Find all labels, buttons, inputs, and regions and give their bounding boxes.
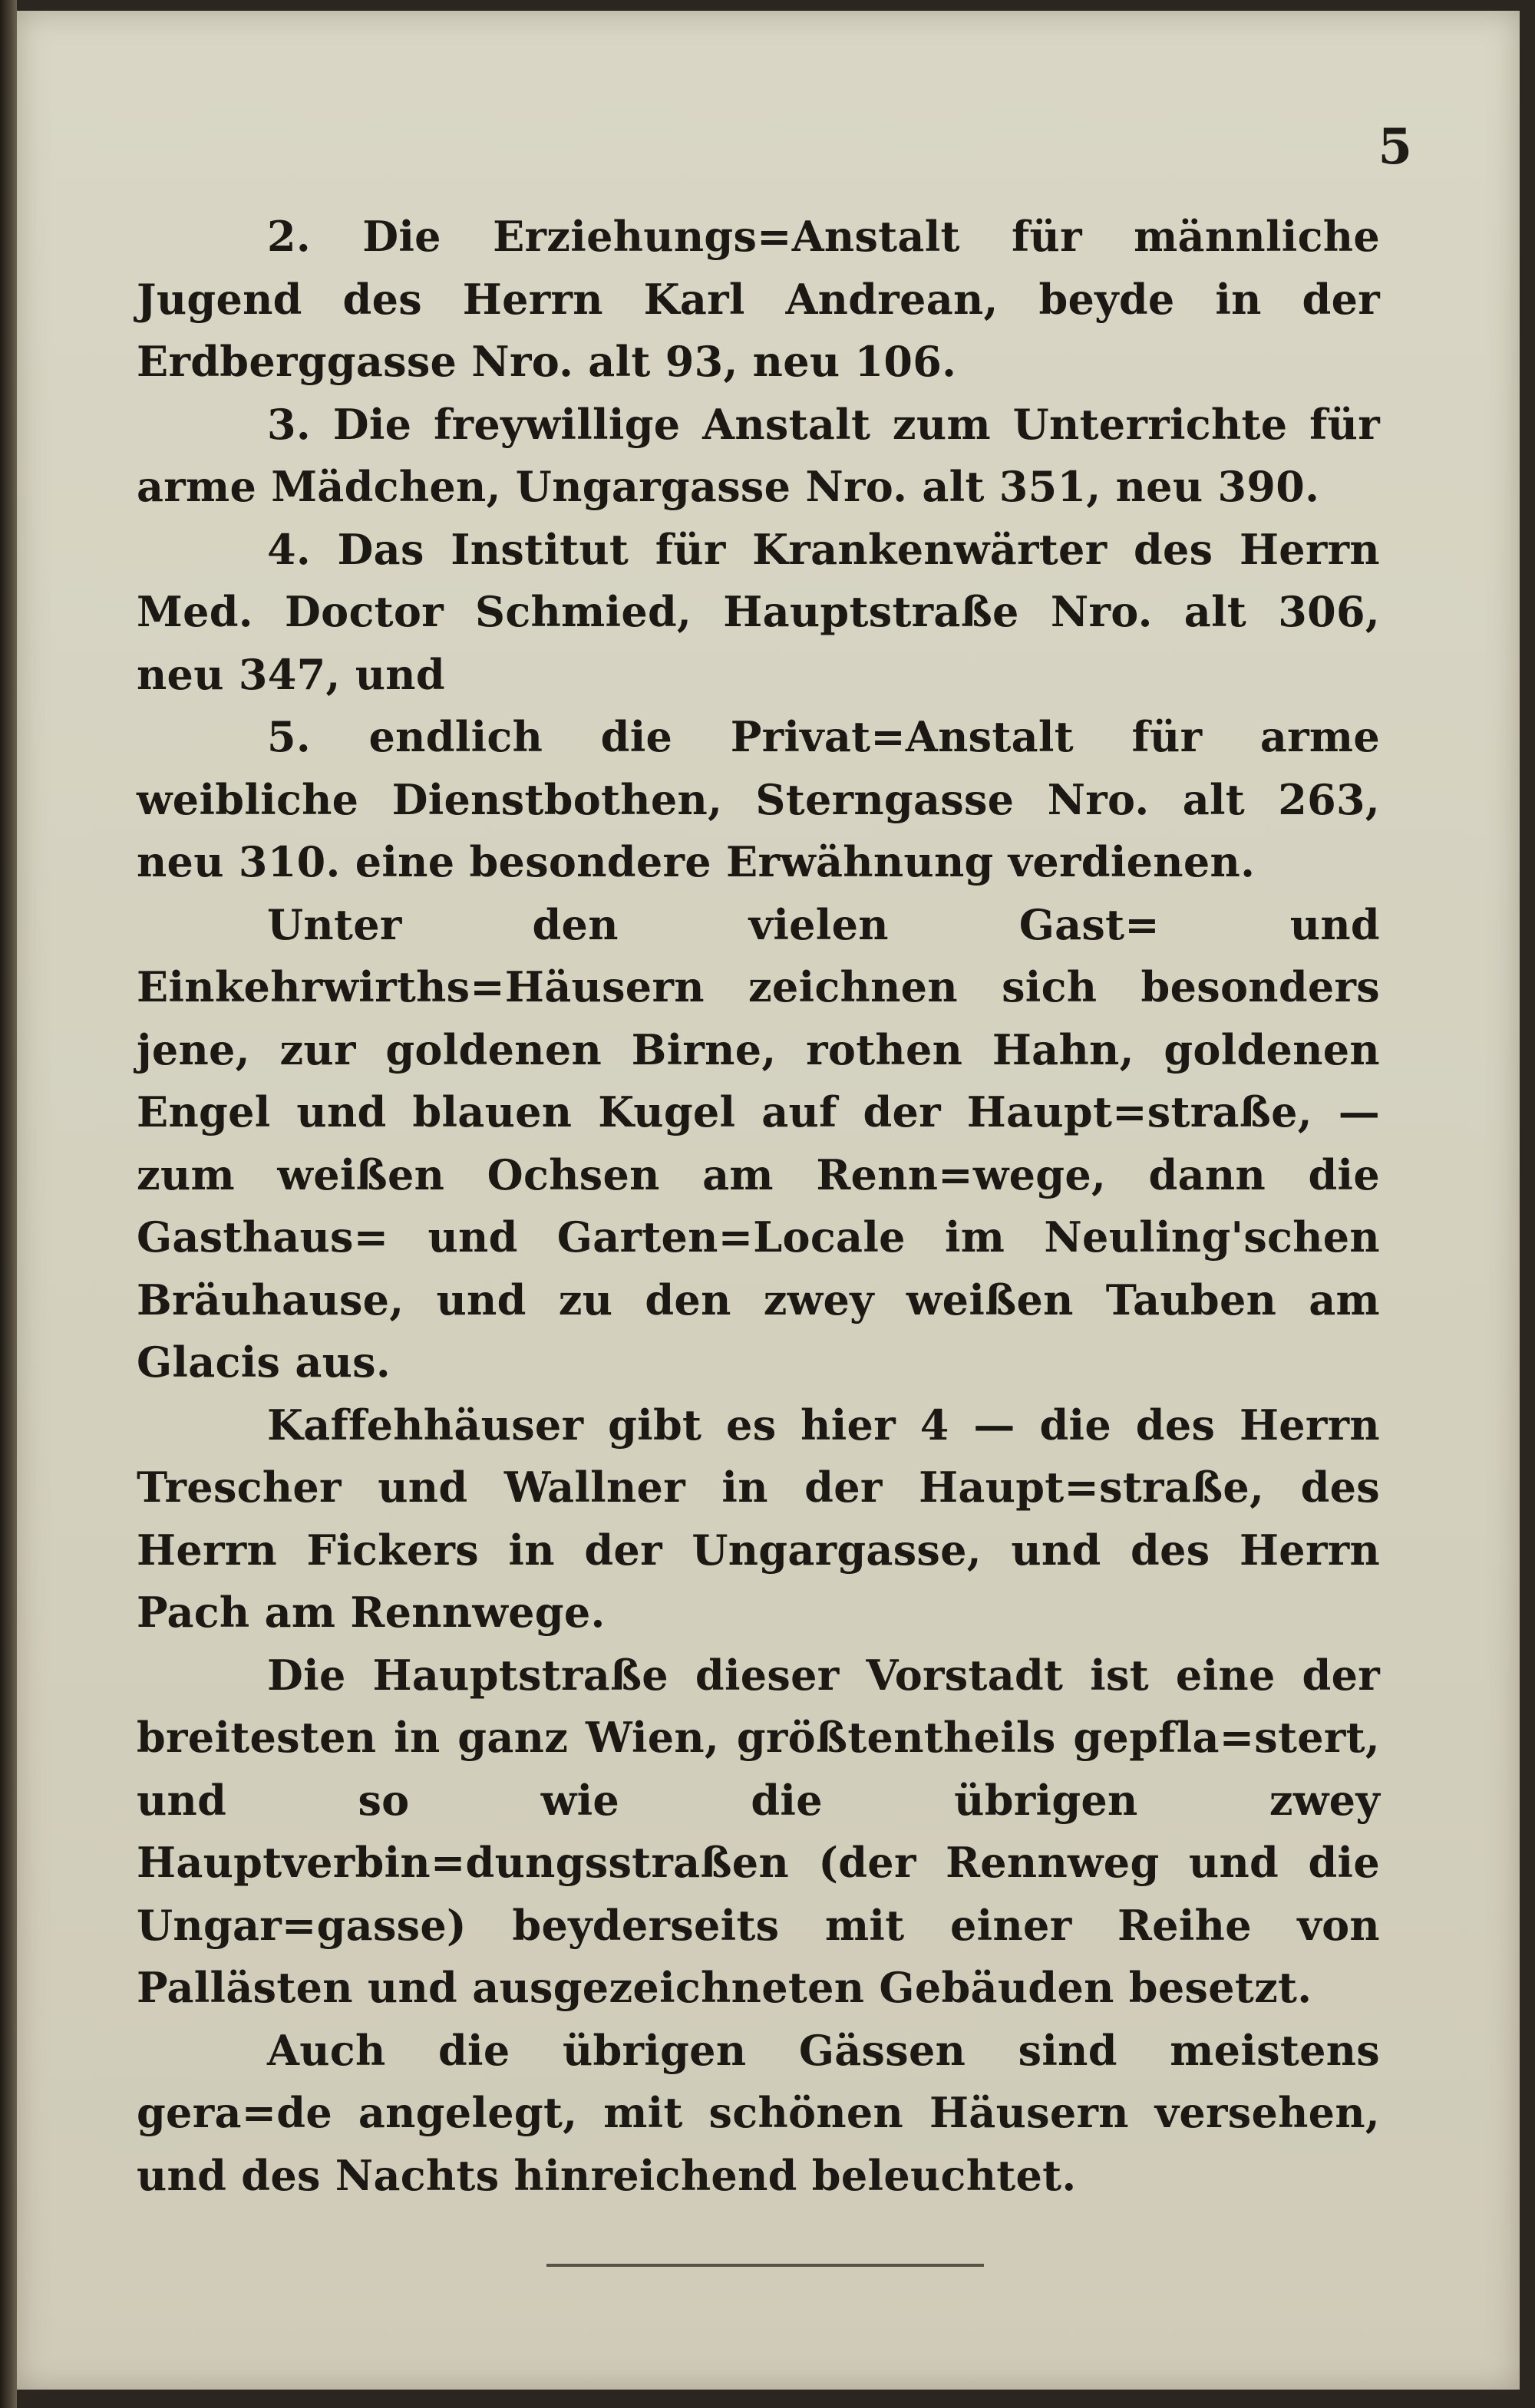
paragraph-gasthaeuser: Unter den vielen Gast= und Einkehrwirths=Häusern zeichnen sich besonders jene, zur goldenen Birne, rothen Hahn, goldenen Engel und blauen Kugel auf der Haupt=straße, — zum weißen Ochsen am Renn=wege, dann die Gasthaus= und Garten=Locale im Neuling'schen Bräuhause, und zu den zwey weißen Tauben am Glacis aus.	[137, 899, 1380, 1387]
paragraph-kaffehhaeuser: Kaffehhäuser gibt es hier 4 — die des Herrn Trescher und Wallner in der Haupt=straße, des Herrn Fickers in der Ungargasse, und des Herrn Pach am Rennwege.	[137, 1400, 1380, 1637]
page-text	[137, 206, 1380, 2207]
paragraph-privat-anstalt: 5. endlich die Privat=Anstalt für arme weibliche Dienstbothen, Sterngasse Nro. alt 263, neu 310. eine besondere Erwähnung verdienen.	[137, 712, 1380, 886]
paragraph-institut-krankenwaerter: 4. Das Institut für Krankenwärter des Herrn Med. Doctor Schmied, Hauptstraße Nro. alt 306, neu 347, und	[137, 524, 1380, 699]
paragraph-erziehungs-anstalt: 2. Die Erziehungs=Anstalt für männliche Jugend des Herrn Karl Andrean, beyde in der Erdberggasse Nro. alt 93, neu 106.	[137, 212, 1380, 386]
book-spine	[0, 0, 17, 2408]
page-number: 5	[1378, 118, 1412, 176]
paragraph-hauptstrasse: Die Hauptstraße dieser Vorstadt ist eine der breitesten in ganz Wien, größtentheils gepfla=stert, und so wie die übrigen zwey Hauptverbin=dungsstraßen (der Rennweg und die Ungar=gasse) beyderseits mit einer Reihe von Pallästen und ausgezeichneten Gebäuden besetzt.	[137, 1650, 1380, 2012]
paragraph-gaessen: Auch die übrigen Gässen sind meistens gera=de angelegt, mit schönen Häusern versehen, und des Nachts hinreichend beleuchtet.	[137, 2025, 1380, 2200]
paragraph-freywillige-anstalt: 3. Die freywillige Anstalt zum Unterrichte für arme Mädchen, Ungargasse Nro. alt 351, neu 390.	[137, 399, 1380, 511]
closing-rule	[546, 2264, 984, 2267]
